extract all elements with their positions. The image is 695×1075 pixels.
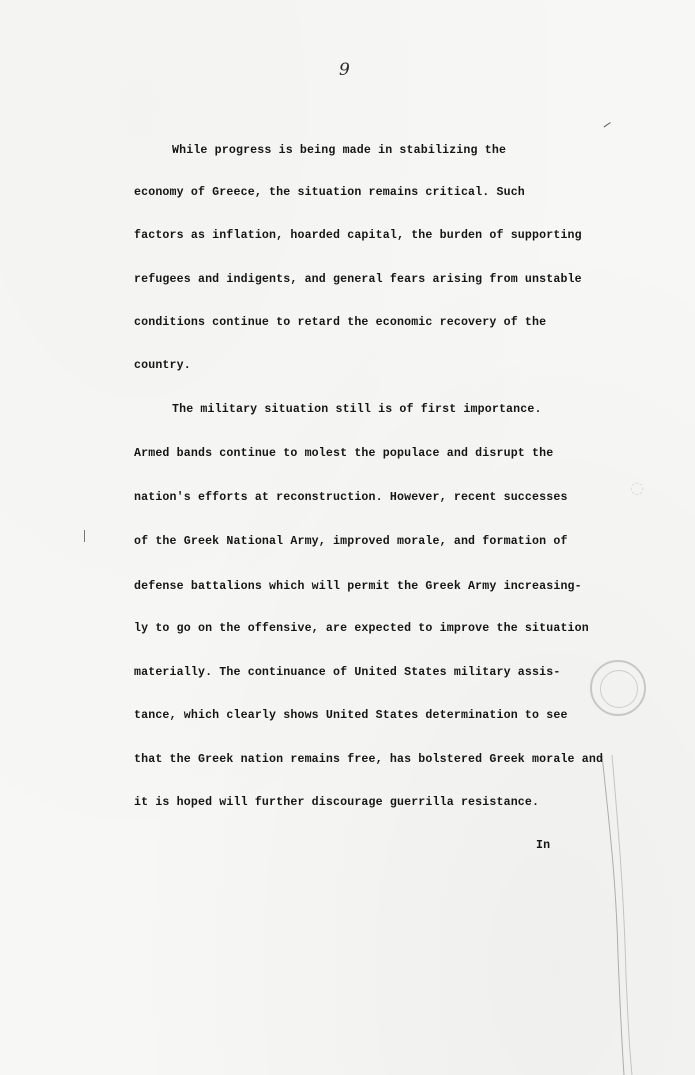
margin-mark: [604, 122, 613, 130]
margin-tick-mark: [84, 530, 85, 542]
paragraph-1-line-2: economy of Greece, the situation remains critical. Such: [134, 186, 525, 199]
paragraph-2-line-5: defense battalions which will permit the Greek Army increasing-: [134, 580, 582, 593]
paragraph-2-line-7: materially. The continuance of United States military assis-: [134, 666, 561, 679]
paragraph-1-line-6: country.: [134, 359, 191, 372]
paragraph-2-line-1: The military situation still is of first importance.: [172, 403, 542, 416]
paragraph-1-line-5: conditions continue to retard the economic recovery of the: [134, 316, 547, 329]
paragraph-2-line-2: Armed bands continue to molest the populace and disrupt the: [134, 447, 554, 460]
archive-stamp: [590, 660, 646, 716]
archive-stamp-inner: [600, 670, 638, 708]
paper-crease: [598, 755, 638, 1075]
paragraph-2-line-6: ly to go on the offensive, are expected to improve the situation: [134, 622, 589, 635]
faint-bleedthrough-mark: ◌: [630, 478, 644, 497]
paragraph-2-line-3: nation's efforts at reconstruction. However, recent successes: [134, 491, 568, 504]
paragraph-2-line-9: that the Greek nation remains free, has bolstered Greek morale and: [134, 753, 604, 766]
paragraph-2-line-4: of the Greek National Army, improved morale, and formation of: [134, 535, 568, 548]
paragraph-2-line-10: it is hoped will further discourage guerrilla resistance.: [134, 796, 540, 809]
continuation-word: In: [536, 839, 551, 852]
paragraph-2-line-8: tance, which clearly shows United States determination to see: [134, 709, 568, 722]
page-number: 9: [339, 60, 350, 80]
paragraph-1-line-3: factors as inflation, hoarded capital, the burden of supporting: [134, 229, 582, 242]
paragraph-1-line-4: refugees and indigents, and general fears arising from unstable: [134, 273, 582, 286]
paragraph-1-line-1: While progress is being made in stabilizing the: [172, 144, 507, 157]
